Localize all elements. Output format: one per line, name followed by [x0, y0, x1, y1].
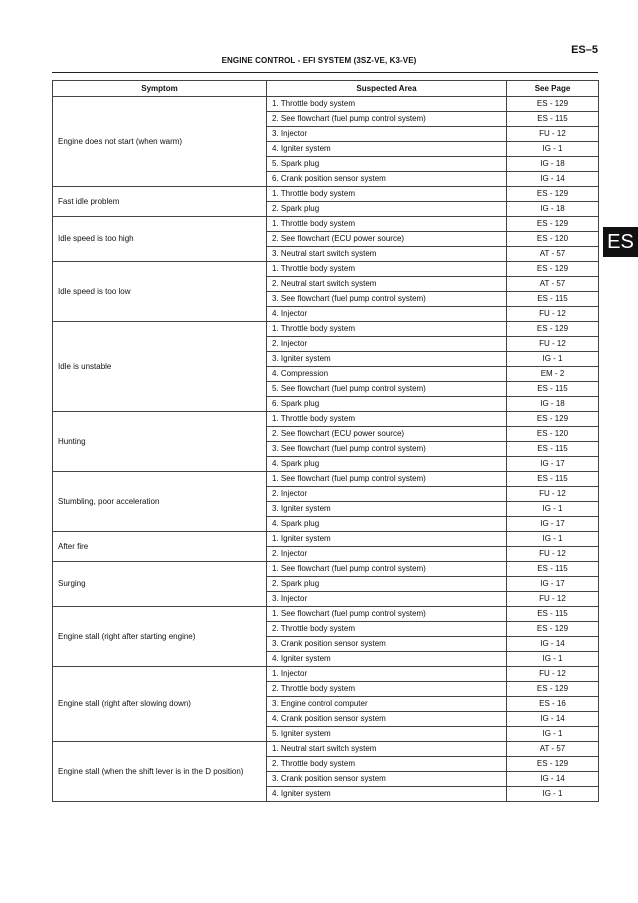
suspected-area-cell: 2. Injector [267, 337, 507, 352]
column-header-suspected-area: Suspected Area [267, 81, 507, 97]
table-row [53, 742, 599, 757]
see-page-cell: IG - 14 [507, 172, 599, 187]
see-page-cell: ES - 115 [507, 112, 599, 127]
symptom-cell: Surging [53, 562, 267, 607]
see-page-cell: ES - 115 [507, 607, 599, 622]
see-page-cell: IG - 14 [507, 712, 599, 727]
suspected-area-cell: 3. Igniter system [267, 502, 507, 517]
suspected-area-cell: 5. Igniter system [267, 727, 507, 742]
see-page-cell: ES - 120 [507, 232, 599, 247]
suspected-area-cell: 3. Crank position sensor system [267, 772, 507, 787]
symptom-cell: Idle is unstable [53, 322, 267, 412]
see-page-cell: FU - 12 [507, 307, 599, 322]
see-page-cell: IG - 1 [507, 652, 599, 667]
table-row [53, 412, 599, 427]
see-page-cell: ES - 115 [507, 292, 599, 307]
see-page-cell: ES - 129 [507, 262, 599, 277]
suspected-area-cell: 3. Neutral start switch system [267, 247, 507, 262]
suspected-area-cell: 2. Injector [267, 547, 507, 562]
table-row [53, 532, 599, 547]
suspected-area-cell: 3. Igniter system [267, 352, 507, 367]
suspected-area-cell: 1. Throttle body system [267, 412, 507, 427]
see-page-cell: FU - 12 [507, 547, 599, 562]
suspected-area-cell: 1. Igniter system [267, 532, 507, 547]
suspected-area-cell: 4. Injector [267, 307, 507, 322]
see-page-cell: FU - 12 [507, 592, 599, 607]
symptom-cell: After fire [53, 532, 267, 562]
symptom-cell: Engine stall (right after slowing down) [53, 667, 267, 742]
see-page-cell: IG - 18 [507, 202, 599, 217]
troubleshooting-table [52, 80, 599, 802]
page-number: ES–5 [571, 44, 598, 56]
see-page-cell: IG - 18 [507, 397, 599, 412]
column-header-symptom: Symptom [53, 81, 267, 97]
see-page-cell: IG - 1 [507, 352, 599, 367]
table-body [53, 97, 599, 802]
see-page-cell: ES - 129 [507, 682, 599, 697]
see-page-cell: ES - 129 [507, 412, 599, 427]
table-row [53, 217, 599, 232]
symptom-cell: Idle speed is too high [53, 217, 267, 262]
see-page-cell: IG - 14 [507, 772, 599, 787]
see-page-cell: AT - 57 [507, 742, 599, 757]
see-page-cell: ES - 129 [507, 187, 599, 202]
suspected-area-cell: 1. Neutral start switch system [267, 742, 507, 757]
section-tab: ES [603, 227, 638, 257]
suspected-area-cell: 2. Throttle body system [267, 682, 507, 697]
suspected-area-cell: 5. Spark plug [267, 157, 507, 172]
see-page-cell: EM - 2 [507, 367, 599, 382]
table-row [53, 97, 599, 112]
symptom-cell: Stumbling, poor acceleration [53, 472, 267, 532]
suspected-area-cell: 3. Injector [267, 127, 507, 142]
see-page-cell: FU - 12 [507, 337, 599, 352]
see-page-cell: FU - 12 [507, 127, 599, 142]
suspected-area-cell: 2. Throttle body system [267, 622, 507, 637]
see-page-cell: ES - 129 [507, 322, 599, 337]
suspected-area-cell: 4. Spark plug [267, 517, 507, 532]
suspected-area-cell: 2. See flowchart (fuel pump control system) [267, 112, 507, 127]
page-title: ENGINE CONTROL - EFI SYSTEM (3SZ-VE, K3-VE) [221, 56, 417, 65]
suspected-area-cell: 3. Engine control computer [267, 697, 507, 712]
see-page-cell: IG - 14 [507, 637, 599, 652]
suspected-area-cell: 2. Spark plug [267, 202, 507, 217]
suspected-area-cell: 1. See flowchart (fuel pump control system) [267, 562, 507, 577]
table-header-row [53, 81, 599, 97]
suspected-area-cell: 1. Throttle body system [267, 322, 507, 337]
see-page-cell: FU - 12 [507, 487, 599, 502]
see-page-cell: AT - 57 [507, 277, 599, 292]
see-page-cell: ES - 115 [507, 382, 599, 397]
suspected-area-cell: 2. Spark plug [267, 577, 507, 592]
column-header-see-page: See Page [507, 81, 599, 97]
see-page-cell: AT - 57 [507, 247, 599, 262]
see-page-cell: IG - 17 [507, 457, 599, 472]
symptom-cell: Fast idle problem [53, 187, 267, 217]
see-page-cell: ES - 115 [507, 442, 599, 457]
suspected-area-cell: 1. See flowchart (fuel pump control system) [267, 607, 507, 622]
suspected-area-cell: 1. Throttle body system [267, 262, 507, 277]
suspected-area-cell: 1. Throttle body system [267, 187, 507, 202]
see-page-cell: ES - 115 [507, 562, 599, 577]
suspected-area-cell: 1. Throttle body system [267, 97, 507, 112]
table-row [53, 667, 599, 682]
suspected-area-cell: 6. Crank position sensor system [267, 172, 507, 187]
see-page-cell: ES - 120 [507, 427, 599, 442]
suspected-area-cell: 4. Igniter system [267, 142, 507, 157]
suspected-area-cell: 2. See flowchart (ECU power source) [267, 232, 507, 247]
suspected-area-cell: 4. Compression [267, 367, 507, 382]
suspected-area-cell: 4. Igniter system [267, 787, 507, 802]
suspected-area-cell: 1. Injector [267, 667, 507, 682]
see-page-cell: ES - 129 [507, 622, 599, 637]
see-page-cell: FU - 12 [507, 667, 599, 682]
see-page-cell: IG - 1 [507, 502, 599, 517]
see-page-cell: IG - 1 [507, 142, 599, 157]
see-page-cell: IG - 1 [507, 727, 599, 742]
symptom-cell: Hunting [53, 412, 267, 472]
suspected-area-cell: 2. See flowchart (ECU power source) [267, 427, 507, 442]
see-page-cell: ES - 129 [507, 217, 599, 232]
see-page-cell: IG - 1 [507, 532, 599, 547]
see-page-cell: IG - 17 [507, 517, 599, 532]
suspected-area-cell: 4. Spark plug [267, 457, 507, 472]
suspected-area-cell: 4. Igniter system [267, 652, 507, 667]
suspected-area-cell: 3. Injector [267, 592, 507, 607]
table-row [53, 322, 599, 337]
suspected-area-cell: 3. See flowchart (fuel pump control system) [267, 292, 507, 307]
symptom-cell: Engine stall (right after starting engine) [53, 607, 267, 667]
header-rule [52, 72, 598, 73]
suspected-area-cell: 1. See flowchart (fuel pump control system) [267, 472, 507, 487]
table-row [53, 262, 599, 277]
table-row [53, 187, 599, 202]
see-page-cell: ES - 16 [507, 697, 599, 712]
see-page-cell: IG - 17 [507, 577, 599, 592]
symptom-cell: Engine stall (when the shift lever is in the D position) [53, 742, 267, 802]
suspected-area-cell: 6. Spark plug [267, 397, 507, 412]
symptom-cell: Engine does not start (when warm) [53, 97, 267, 187]
table-row [53, 607, 599, 622]
table-row [53, 562, 599, 577]
suspected-area-cell: 2. Injector [267, 487, 507, 502]
suspected-area-cell: 2. Throttle body system [267, 757, 507, 772]
see-page-cell: IG - 1 [507, 787, 599, 802]
symptom-cell: Idle speed is too low [53, 262, 267, 322]
suspected-area-cell: 4. Crank position sensor system [267, 712, 507, 727]
table-row [53, 472, 599, 487]
see-page-cell: ES - 115 [507, 472, 599, 487]
suspected-area-cell: 3. Crank position sensor system [267, 637, 507, 652]
suspected-area-cell: 5. See flowchart (fuel pump control system) [267, 382, 507, 397]
see-page-cell: ES - 129 [507, 757, 599, 772]
suspected-area-cell: 3. See flowchart (fuel pump control system) [267, 442, 507, 457]
suspected-area-cell: 2. Neutral start switch system [267, 277, 507, 292]
see-page-cell: ES - 129 [507, 97, 599, 112]
suspected-area-cell: 1. Throttle body system [267, 217, 507, 232]
see-page-cell: IG - 18 [507, 157, 599, 172]
